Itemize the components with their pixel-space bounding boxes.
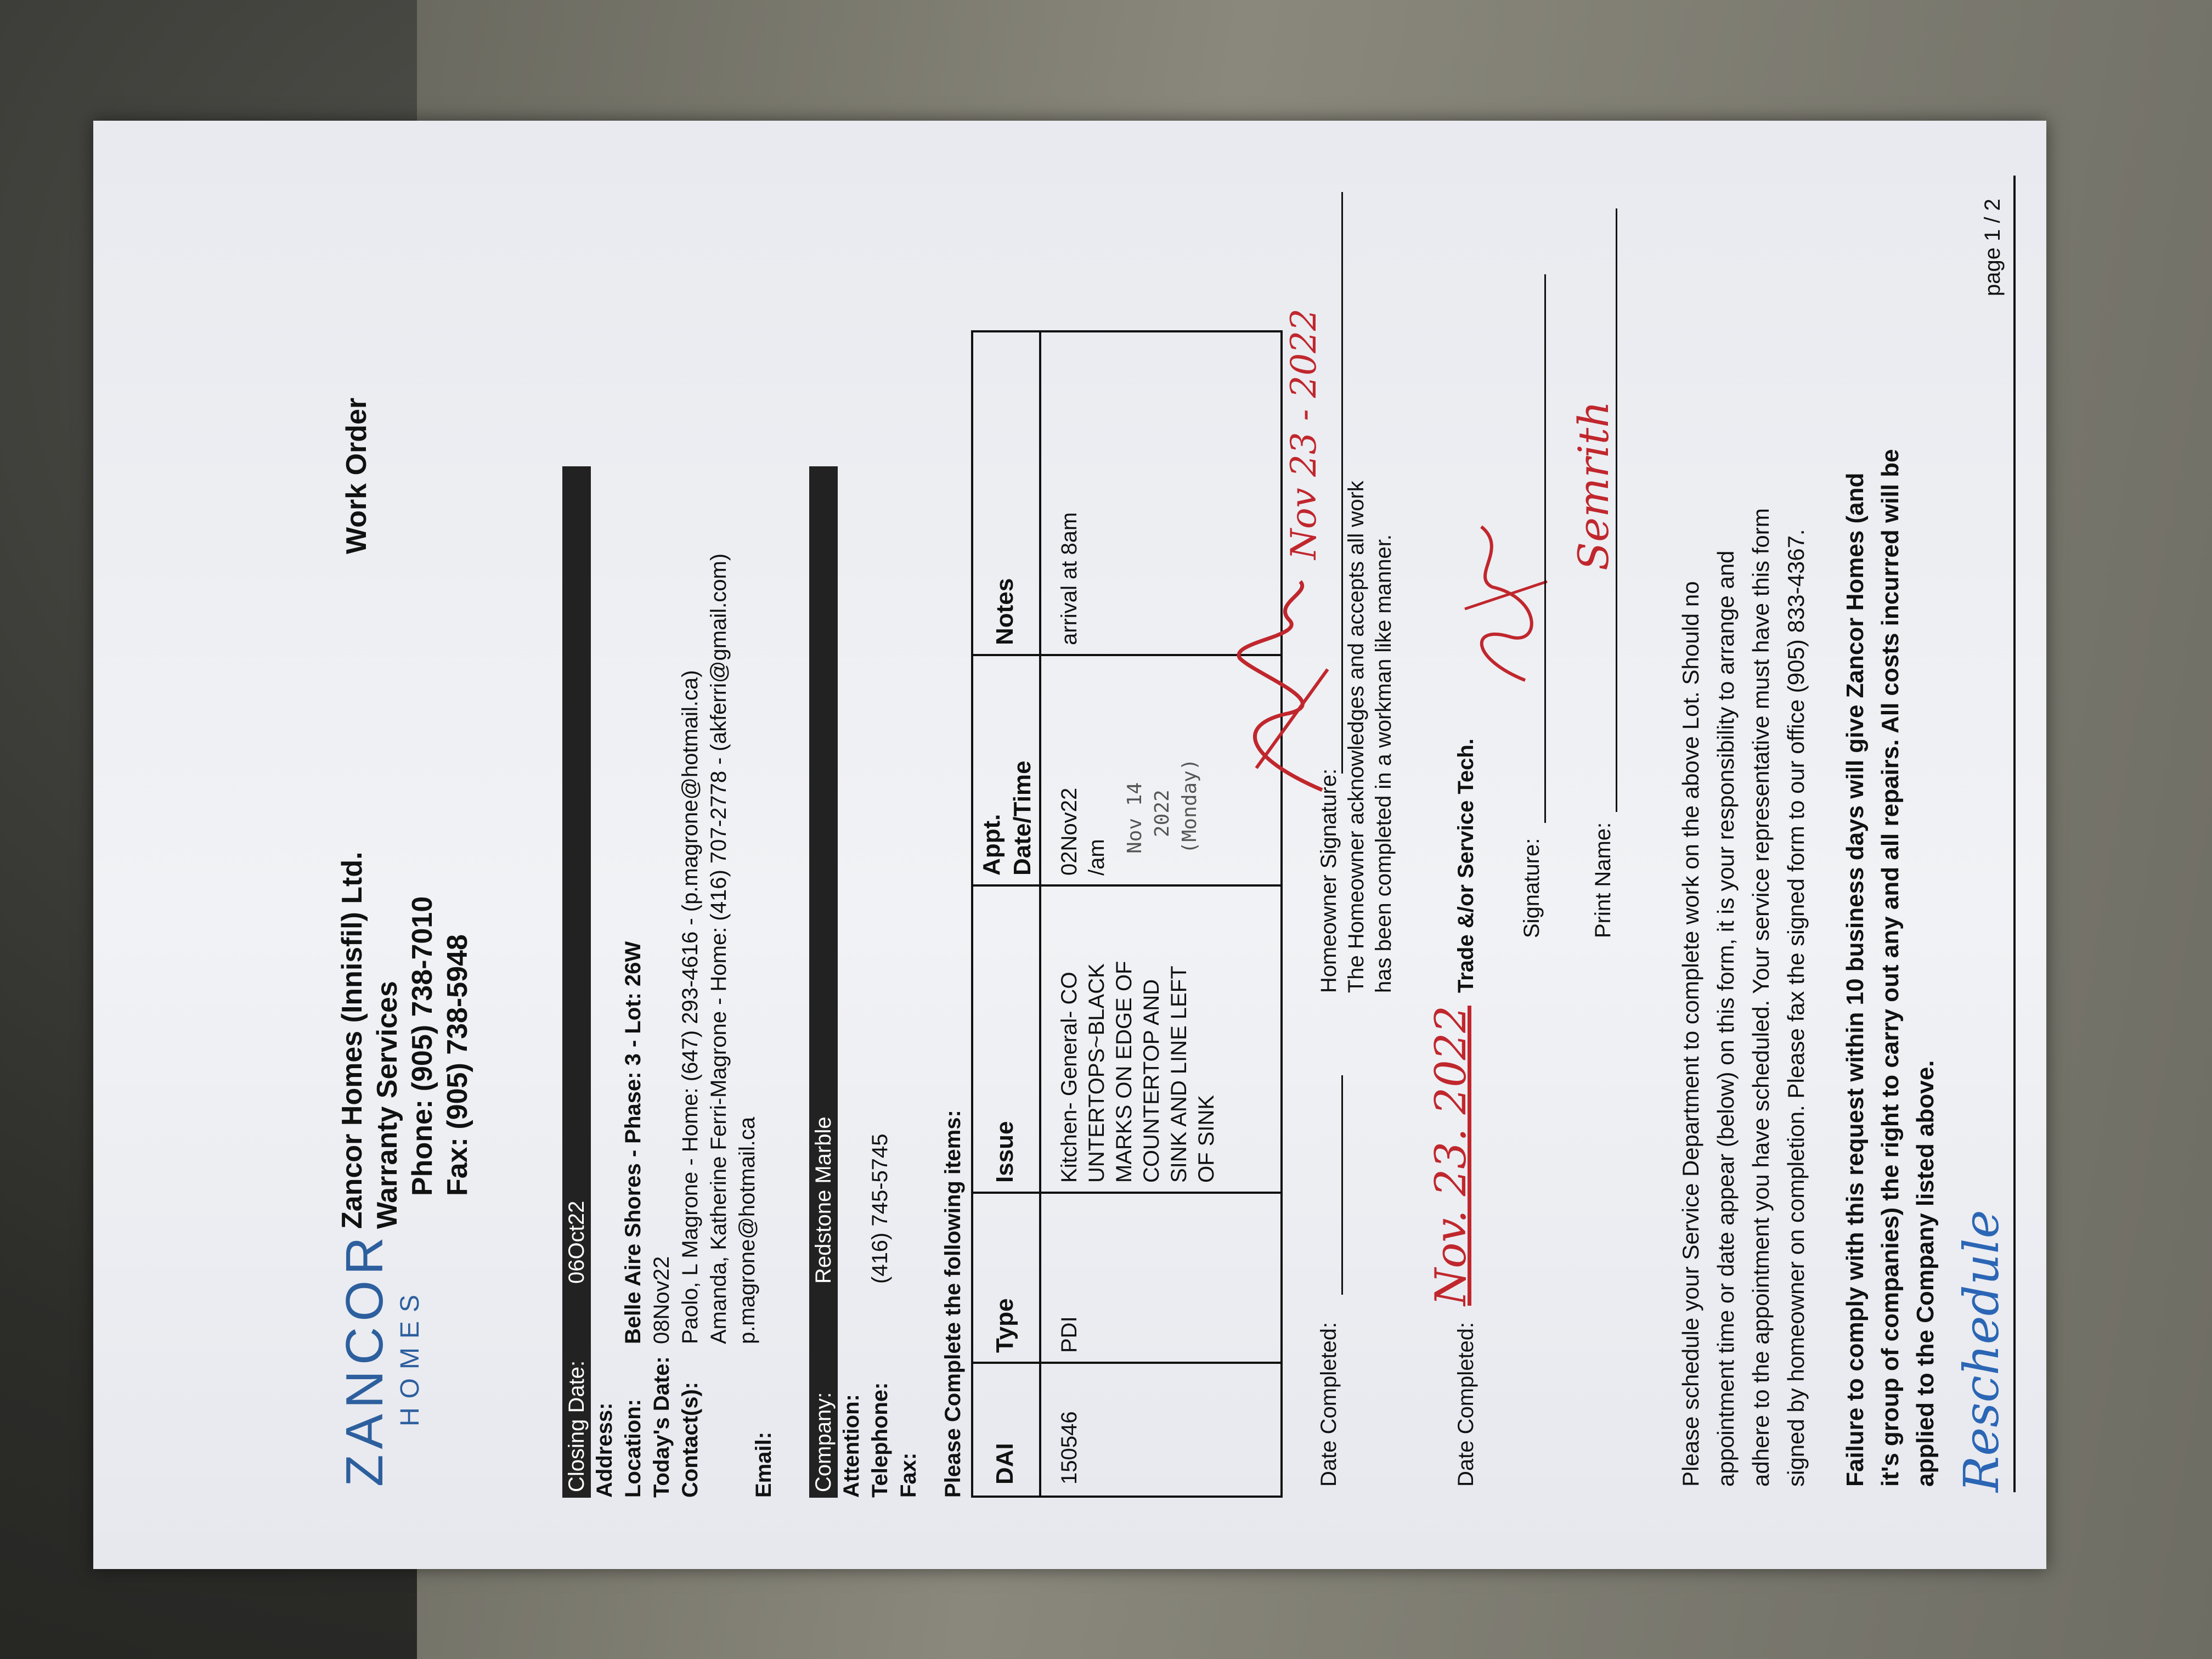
row-issue: Kitchen- General- CO UNTERTOPS~BLACK MARKS ON EDGE OF COUNTERTOP AND SINK AND LINE LEFT OF SINK — [1057, 961, 1218, 1183]
closing-date-label: Closing Date: — [565, 1360, 589, 1492]
work-order-paper — [93, 121, 2046, 1569]
row-dai: 150546 — [1057, 1411, 1081, 1485]
todays-date-value: 08Nov22 — [650, 1256, 674, 1344]
signature-label: Signature: — [1520, 838, 1544, 938]
closing-date-value: 06Oct22 — [565, 1200, 589, 1284]
telephone-value: (416) 745-5745 — [868, 1133, 892, 1284]
col-type: Type — [991, 1298, 1018, 1353]
handwritten-print-name: Semrith — [1569, 400, 1618, 571]
logo-subtitle: HOMES — [396, 1285, 425, 1426]
warning: Failure to comply with this request within 10 business days will give Zancor Homes (and it's group of companies) the right to carry out any and all repairs. All costs incurred will be applied to the Company listed above. — [1842, 449, 1939, 1487]
phone: Phone: (905) 738-7010 — [407, 896, 438, 1196]
homeowner-ack-line-1: The Homeowner acknowledges and accepts all work — [1344, 481, 1368, 993]
handwritten-homeowner-date: Nov 23 - 2022 — [1284, 308, 1324, 560]
homeowner-ack-line-2: has been completed in a workman like manner. — [1372, 534, 1396, 993]
location-label: Location: — [621, 1399, 645, 1498]
row-type: PDI — [1057, 1316, 1081, 1353]
trade-signature-scribble — [1459, 516, 1553, 691]
company-value: Redstone Marble — [811, 1116, 836, 1284]
date-completed-label-2: Date Completed: — [1454, 1322, 1478, 1487]
handwritten-appt: Nov 14 2022 (Monday) — [1124, 758, 1201, 854]
logo-word: ZANCOR — [335, 1231, 394, 1487]
items-table — [971, 330, 1283, 1498]
contact-line-2: Amanda, Katherine Ferri-Magrone - Home: (416) 707-2778 - (akferri@gmail.com) — [707, 553, 731, 1344]
todays-date-label: Today's Date: — [650, 1356, 674, 1498]
contact-line-1: Paolo, L Magrone - Home: (647) 293-4616 - (p.magrone@hotmail.ca) — [678, 670, 702, 1344]
contacts-label: Contact(s): — [678, 1381, 702, 1498]
email-label: Email: — [752, 1431, 776, 1498]
email-value: p.magrone@hotmail.ca — [735, 1116, 759, 1344]
col-issue: Issue — [991, 1121, 1018, 1183]
homeowner-signature-scribble — [1223, 571, 1344, 801]
col-appt: Appt. Date/Time — [978, 760, 1036, 876]
page-number: page 1 / 2 — [1980, 199, 2005, 296]
company-logo — [335, 1232, 425, 1487]
date-completed-label: Date Completed: — [1317, 1322, 1341, 1487]
fax-label: Fax: — [896, 1452, 921, 1498]
handwritten-reschedule: Reschedule — [1953, 1210, 2010, 1492]
company-info — [335, 851, 475, 1229]
address-label: Address: — [592, 1402, 617, 1498]
trade-heading: Trade &/or Service Tech. — [1454, 738, 1478, 993]
company-name: Zancor Homes (Innisfil) Ltd. — [336, 851, 368, 1229]
telephone-label: Telephone: — [868, 1382, 892, 1498]
instructions: Please schedule your Service Department to complete work on the above Lot. Should no appointment time or date appear (below) on this form, it is your responsibility to arrange and adhere to the appointment you have scheduled. Your service representative must have this form signed by homeowner on completion. Please fax the signed form to our office (905) 833-4367. — [1678, 508, 1809, 1487]
footer-line — [2013, 176, 2016, 1492]
row-appt-date: 02Nov22 — [1057, 787, 1081, 876]
print-name-label: Print Name: — [1591, 822, 1615, 938]
date-completed-line — [1341, 1075, 1343, 1295]
signature-line — [1544, 274, 1546, 823]
homeowner-signature-label: Homeowner Signature: — [1317, 768, 1341, 993]
row-notes: arrival at 8am — [1057, 512, 1081, 645]
fax: Fax: (905) 738-5948 — [442, 934, 473, 1196]
col-dai: DAI — [991, 1443, 1018, 1485]
company-bar — [809, 466, 838, 1498]
handwritten-date-completed: Nov. 23. 2022 — [1426, 1006, 1476, 1306]
department: Warranty Services — [371, 981, 403, 1229]
attention-label: Attention: — [839, 1394, 864, 1498]
closing-date-bar — [562, 466, 591, 1498]
col-notes: Notes — [991, 578, 1018, 645]
row-appt-time: /am — [1085, 839, 1109, 876]
items-heading: Please Complete the following items: — [941, 1110, 965, 1498]
location-value: Belle Aire Shores - Phase: 3 - Lot: 26W — [621, 941, 645, 1344]
company-label: Company: — [811, 1392, 836, 1492]
document-title: Work Order — [341, 397, 373, 554]
